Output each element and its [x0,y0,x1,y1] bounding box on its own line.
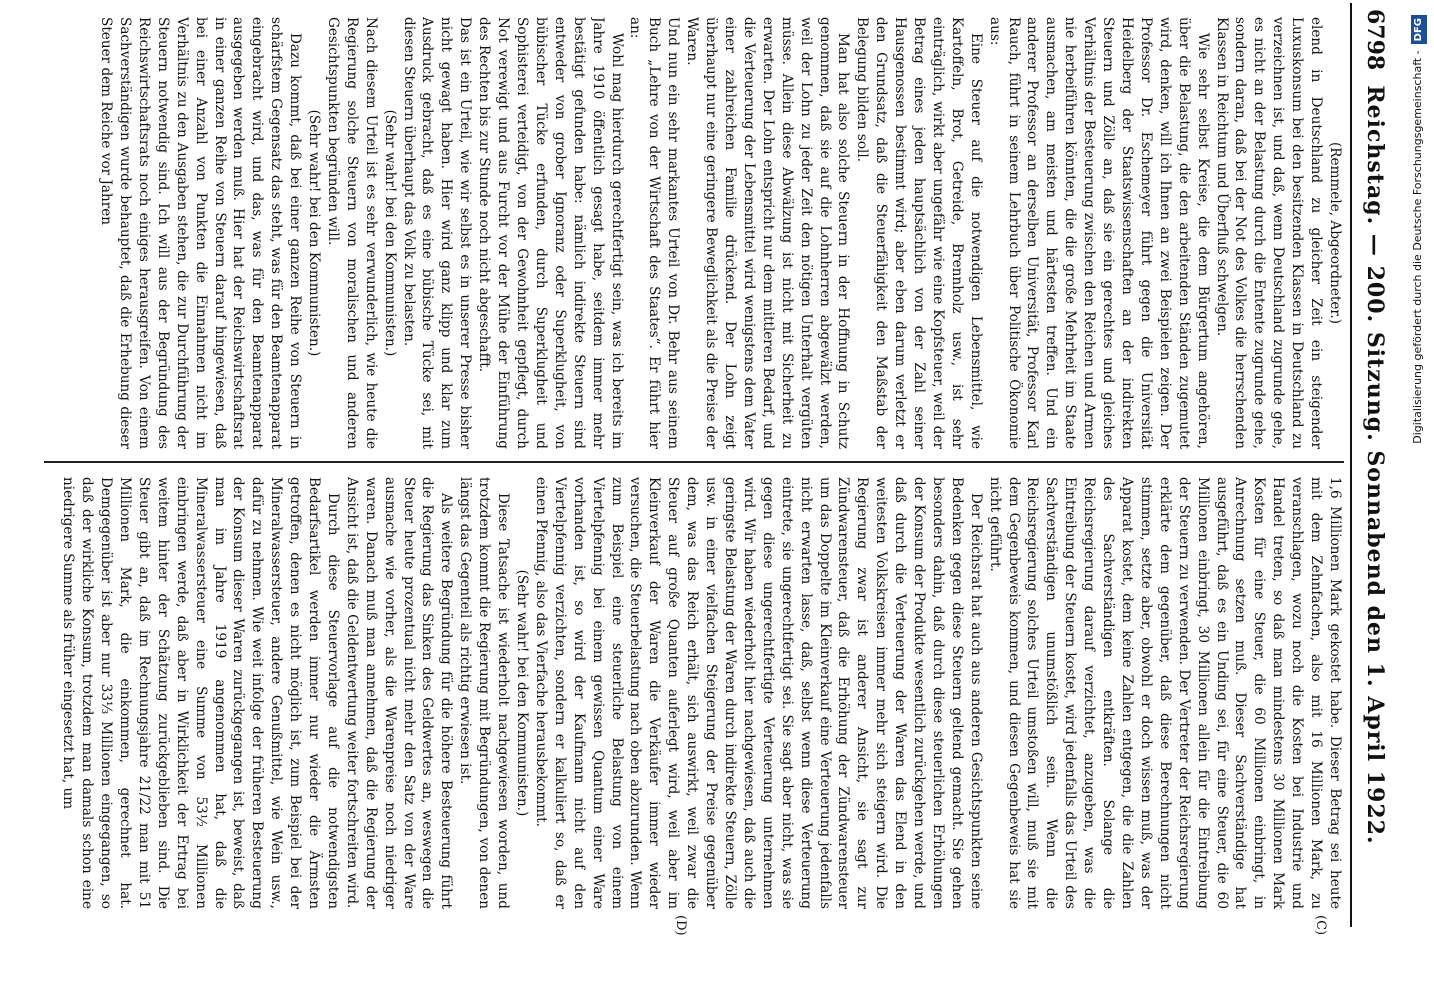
paragraph: Als weitere Begründung für die höhere Besteuerung führt die Regierung das Sinken des Geldwertes an, weswegen die Steuer heute prozentual nicht mehr den Satz von der Ware ausmache wie vorher, als die Warenpreise noch niedriger waren. Danach muß man annehmen, daß die Regierung der Ansicht ist, daß die Geldentwertung weiter fortschreiten wird. [343,477,455,909]
paragraph: Durch diese Steuervorlage auf die notwendigsten Bedarfsartikel werden immer nur wieder die Ärmsten getroffen, denen es nicht möglich ist, zum Beispiel bei der Mineralwassersteuer, andere Genußmittel, wie Wein usw., dafür zu nehmen. Wie weit infolge der früheren Besteuerung der Konsum dieser Waren zurückgegangen ist, beweist, daß man im Jahre 1919 angenommen hat, daß die Mineralwassersteuer eine Summe von 53½ Millionen einbringen werde, daß aber in Wirklichkeit der Ertrag bei weitem hinter der Schätzung zurückgeblieben sind. Die Steuer gibt an, daß im Rechnungsjahre 21/22 man mit 51 Millionen Mark, die einkommen, gerechnet hat. Demgegenüber ist aber nur 33⅓ Millionen eingegangen, so daß der wirkliche Konsum, trotzdem man damals schon eine niedrigere Summe als früher eingesetzt hat, um [60,477,341,909]
paragraph: Eine Steuer auf die notwendigen Lebensmittel, wie Kartoffeln, Brot, Getreide, Brennholz usw., ist sehr einträglich, wirkt aber ungefähr wie eine Kopfsteuer, weil der Betrag eines jeden hauptsächlich von der Zahl seiner Hausgenossen bestimmt wird; aber eben darum verletzt er den Grundsatz, daß die Steuerfähigkeit den Maßstab der Belegung bilden soll. [854,17,984,449]
interjection: (Sehr wahr! bei den Kommunisten.) [381,109,398,357]
paragraph: Dazu kommt, daß bei einer ganzen Reihe von Steuern in schärfstem Gegensatz das steht, was für den Beamtenapparat eingebracht wird, und das, was für den Beamtenapparat ausgegeben werden muß. Hier hat der Reichswirtschaftsrat in einer ganzen Reihe von Steuern darauf hingewiesen, daß bei einer Anzahl von Punkten die Einnahmen nicht im Verhältnis zu den Ausgaben stehen, die zur Durchführung der Steuern notwendig sind. Ich will aus der Begründung des Reichswirtschaftsrats noch einiges herausgreifen. Von einem Sachverständigen wurde behauptet, daß die Erhebung dieser Steuer dem Reiche vor Jahren [98,17,304,449]
interjection: (Sehr wahr! bei den Kommunisten.) [514,569,531,817]
digitization-note [1407,15,1429,965]
interjection: (Remmele, Abgeordneter.) [1327,141,1343,325]
paragraph: elend in Deutschland zu gleicher Zeit ein steigender Luxuskonsum bei den besitzenden Klassen in Deutschland zu verzeichnen ist, und daß, wenn Deutschland zugrunde gehe, es nicht an der Belastung durch die Entente zugrunde gehe, sondern daran, daß bei der Not des Volkes die herrschenden Klassen in Reichtum und Überfluß schwelgen. [1213,17,1325,449]
paragraph: Und nun ein sehr markantes Urteil von Dr. Behr aus seinem Buch „Lehre von der Wirtschaft des Staates“. Er führt hier an: [627,17,682,449]
paragraph: Nach diesem Urteil ist es sehr verwunderlich, wie heute die Regierung solche Steuern von moralischen und anderen Gesichtspunkten begründen will. [324,17,379,449]
margin-marker-d: (D) [673,915,688,936]
paragraph: Man hat also solche Steuern in der Hoffnung in Schutz genommen, daß sie auf die Lohnherren abgewälzt werden, weil der Lohn zu jeder Zeit den nötigen Unterhalt vergüten müsse. Allein diese Abwälzung ist nicht mit Sicherheit zu erwarten. Der Lohn entspricht nur dem mittleren Bedarf, und die Verteuerung der Lebensmittel wird wenigstens dem Vater einer zahlreichen Familie drückend. Der Lohn zeigt überhaupt nur eine geringere Beweglichkeit als die Preise der Waren. [684,17,852,449]
margin-marker-c: (C) [1313,915,1328,936]
digitization-note-text: Digitalisierung gefördert durch die Deutsche Forschungsgemeinschaft - [1411,50,1424,444]
column-divider [44,461,1344,463]
interjection: (Sehr wahr! bei den Kommunisten.) [306,109,323,357]
header-rule [1350,3,1352,927]
page-number: 6798 [1362,9,1388,71]
newspaper-page [36,3,1388,936]
dfg-badge: DFG [1411,15,1427,44]
page-header [1358,3,1388,927]
page-title: Reichstag. — 200. Sitzung. Sonnabend den 1. April 1922. [1362,85,1388,845]
paragraph: Diese Tatsache ist wiederholt nachgewiesen worden, und trotzdem kommt die Regierung mit Begründungen, von denen längst das Gegenteil als richtig erwiesen ist. [457,477,512,909]
paragraph: Wohl mag hierdurch gerechtfertigt sein, was ich bereits im Jahre 1910 öffentlich gesagt habe, seitdem immer mehr bestätigt gefunden habe: nämlich indirekte Steuern sind entweder von grober Ignoranz oder Superklugheit, von bübischer Tücke erfunden, durch Superklugheit und Sophisterei verteidigt, von der Gewohnheit gepflegt, durch Not verewigt und aus Furcht vor der Mühe der Einführung des Rechten bis zur Stunde noch nicht abgeschafft. [476,17,625,449]
paragraph: Das ist ein Urteil, wie wir selbst es in unserer Presse bisher nicht gewagt haben. Hier wird ganz klipp und klar zum Ausdruck gebracht, daß es eine bübische Tücke sei, mit diesen Steuern überhaupt das Volk zu belasten. [400,17,474,449]
left-column [44,17,1344,449]
paragraph: Wie sehr selbst Kreise, die dem Bürgertum angehören, über die Belastung, die den arbeitenden Ständen zugemutet wird, denken, will ich Ihnen an zwei Beispielen zeigen. Der Professor Dr. Eschemeyer führt gegen die Universität Heidelberg der Staatswissenschaften an der indirekten Steuern und Zölle an, daß sie ein gerechtes und gleiches Verhältnis der Besteuerung zwischen den Reichen und Armen nie herbeiführen könnten, die die große Mehrheit im Staate ausmachen, am meisten und härtesten treffen. Und ein anderer Professor an derselben Universität, Professor Karl Rauch, führt in seinem Lehrbuch über Politische Ökonomie aus: [986,17,1211,449]
paragraph: 1,6 Millionen Mark gekostet habe. Dieser Betrag sei heute mit dem Zehnfachen, also mit 16 Millionen Mark, zu veranschlagen, wozu noch die Kosten bei Industrie und Handel treten, so daß man mindestens 30 Millionen Mark Kosten für eine Steuer, die 60 Millionen einbringt, in Anrechnung setzen muß. Dieser Sachverständige hat ausgeführt, daß es ein Unding sei, für eine Steuer, die 60 Millionen einbringt, 30 Millionen allein für die Eintreibung der Steuern zu verwenden. Der Vertreter der Reichsregierung erklärte dem gegenüber, daß diese Berechnungen nicht stimmen, setzte aber, obwohl er doch wissen muß, was der Apparat kostet, dem keine Zahlen entgegen, die die Zahlen des Sachverständigen entkräften. Solange die Reichsregierung darauf verzichtet, anzugeben, was die Eintreibung der Steuern kostet, wird jedenfalls das Urteil des Sachverständigen unumstößlich sein. Wenn die Reichsregierung solches Urteil umstoßen will, muß sie mit dem Gegenbeweis kommen, und diesen Gegenbeweis hat sie nicht geführt. [986,477,1343,909]
paragraph: Der Reichsrat hat auch aus anderen Gesichtspunkten seine Bedenken gegen diese Steuern geltend gemacht. Sie gehen besonders dahin, daß durch diese steuerlichen Erhöhungen der Konsum der Produkte wesentlich zurückgehen werde, und daß durch die Verteuerung der Waren das Elend in den weitesten Volkskreisen immer mehr sich steigern wird. Die Regierung zwar ist anderer Ansicht, sie sagt zur Zündwarensteuer, daß die Erhöhung der Zündwarensteuer um das Doppelte im Kleinverkauf eine Verteuerung jedenfalls nicht erwarten lasse, daß, selbst wenn diese Verteuerung eintrete, sie ungerechtfertigt sei. Sie sagt aber nicht, was sie gegen diese ungerechtfertigte Verteuerung unternehmen wird. Wir haben wiederholt hier nachgewiesen, daß auch die geringste Belastung der Waren durch indirekte Steuern, Zölle usw. in einer vielfachen Steigerung der Preise gegenüber dem, was das Reich erhält, sich auswirkt, weil zwar die Steuer auf große Quanten auferlegt wird, weil aber im Kleinverkauf der Waren die Verkäufer immer wieder versuchen, die Steuerbelastung nach oben abzurunden. Wenn zum Beispiel eine steuerliche Belastung von einem Viertelpfennig bei einem gewissen Quantum einer Ware vorhanden ist, so wird der Kaufmann nicht auf den Viertelpfennig verzichten, sondern er kalkuliert so, daß er einen Pfennig, also das Vierfache herausbekommt. [532,477,984,909]
right-column [44,477,1344,909]
